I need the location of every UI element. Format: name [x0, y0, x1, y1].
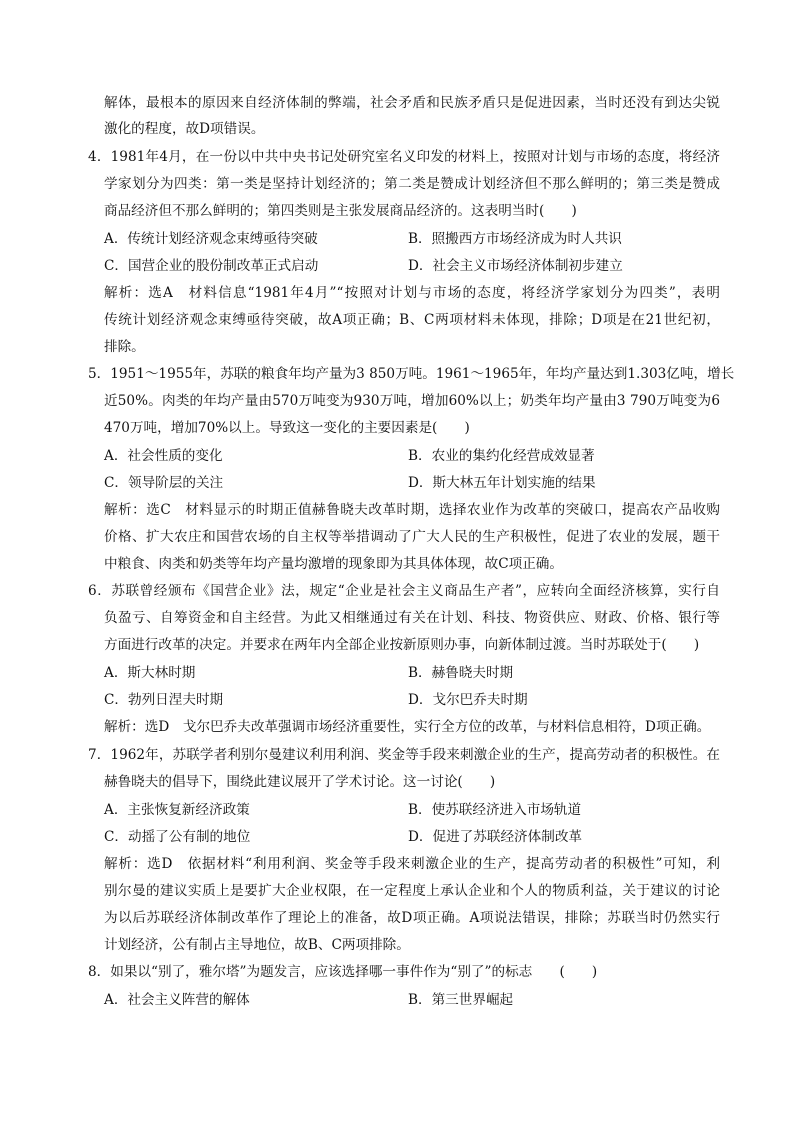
question-7-stem-line-1: 7．1962年，苏联学者利别尔曼建议利用利润、奖金等手段来刺激企业的生产，提高劳动者的积极性。在 — [88, 747, 720, 763]
question-7-stem-line-2: 赫鲁晓夫的倡导下，围绕此建议展开了学术讨论。这一讨论( ) — [104, 774, 496, 790]
question-4-option-a: A．传统计划经济观念束缚亟待突破 — [104, 231, 318, 247]
question-8-option-a: A．社会主义阵营的解体 — [104, 992, 250, 1008]
question-5-analysis-line-3: 中粮食、肉类和奶类等年均产量均激增的现象即为其具体体现，故C项正确。 — [104, 556, 563, 572]
question-4-stem-line-1: 4．1981年4月，在一份以中共中央书记处研究室名义印发的材料上，按照对计划与市场的态度，将经济 — [88, 149, 720, 165]
question-6-option-c: C．勃列日涅夫时期 — [104, 692, 224, 708]
question-4-option-b: B．照搬西方市场经济成为时人共识 — [408, 231, 622, 247]
prev-analysis-line-2: 激化的程度，故D项错误。 — [104, 121, 265, 137]
question-7-option-c: C．动摇了公有制的地位 — [104, 829, 251, 845]
question-5-stem-line-1: 5．1951～1955年，苏联的粮食年均产量为3 850万吨。1961～1965年，年均产量达到1.303亿吨，增长 — [88, 366, 735, 382]
question-4-analysis-line-3: 排除。 — [104, 339, 145, 355]
question-5-option-b: B．农业的集约化经营成效显著 — [408, 448, 595, 464]
question-7-analysis-line-1: 解析：选D 依据材料“利用利润、奖金等手段来刺激企业的生产，提高劳动者的积极性”可知，利 — [104, 856, 720, 872]
question-5-option-c: C．领导阶层的关注 — [104, 475, 224, 491]
question-4-analysis-line-1: 解析：选A 材料信息“1981年4月”“按照对计划与市场的态度，将经济学家划分为四类”，表明 — [104, 285, 720, 301]
question-5-analysis-line-2: 价格、扩大农庄和国营农场的自主权等举措调动了广大人民的生产积极性，促进了农业的发展，题干 — [104, 529, 720, 545]
question-6-stem-line-2: 负盈亏、自筹资金和自主经营。为此又相继通过有关在计划、科技、物资供应、财政、价格、银行等 — [104, 610, 720, 626]
question-4-stem-line-3: 商品经济但不那么鲜明的；第四类则是主张发展商品经济的。这表明当时( ) — [104, 203, 577, 219]
question-6-stem-line-1: 6．苏联曾经颁布《国营企业》法，规定“企业是社会主义商品生产者”，应转向全面经济核算，实行自 — [88, 583, 720, 599]
question-6-option-b: B．赫鲁晓夫时期 — [408, 665, 514, 681]
question-6-option-a: A．斯大林时期 — [104, 665, 196, 681]
prev-analysis-line-1: 解体，最根本的原因来自经济体制的弊端，社会矛盾和民族矛盾只是促进因素，当时还没有到达尖锐 — [104, 95, 720, 111]
question-5-option-a: A．社会性质的变化 — [104, 448, 223, 464]
question-6-analysis-line-1: 解析：选D 戈尔巴乔夫改革强调市场经济重要性，实行全方位的改革，与材料信息相符，D项正确。 — [104, 719, 711, 735]
question-7-option-a: A．主张恢复新经济政策 — [104, 802, 250, 818]
question-7-option-d: D．促进了苏联经济体制改革 — [408, 829, 583, 845]
question-4-analysis-line-2: 传统计划经济观念束缚亟待突破，故A项正确；B、C两项材料未体现，排除；D项是在21世纪初， — [104, 312, 720, 328]
question-4-stem-line-2: 学家划分为四类：第一类是坚持计划经济的；第二类是赞成计划经济但不那么鲜明的；第三类是赞成 — [104, 176, 720, 192]
question-5-option-d: D．斯大林五年计划实施的结果 — [408, 475, 596, 491]
question-7-analysis-line-2: 别尔曼的建议实质上是要扩大企业权限，在一定程度上承认企业和个人的物质利益，关于建议的讨论 — [104, 883, 720, 899]
question-4-option-d: D．社会主义市场经济体制初步建立 — [408, 258, 623, 274]
question-4-option-c: C．国营企业的股份制改革正式启动 — [104, 258, 319, 274]
question-7-analysis-line-3: 为以后苏联经济体制改革作了理论上的准备，故D项正确。A项说法错误，排除；苏联当时仍然实行 — [104, 910, 720, 926]
question-5-analysis-line-1: 解析：选C 材料显示的时期正值赫鲁晓夫改革时期，选择农业作为改革的突破口，提高农产品收购 — [104, 502, 720, 518]
question-5-stem-line-3: 470万吨，增加70%以上。导致这一变化的主要因素是( ) — [104, 420, 470, 436]
question-8-option-b: B．第三世界崛起 — [408, 992, 514, 1008]
question-7-analysis-line-4: 计划经济，公有制占主导地位，故B、C两项排除。 — [104, 937, 410, 953]
question-8-stem-line-1: 8．如果以“别了，雅尔塔”为题发言，应该选择哪一事件作为“别了”的标志 ( ) — [88, 964, 598, 980]
question-6-stem-line-3: 方面进行改革的决定。并要求在两年内全部企业按新原则办事，向新体制过渡。当时苏联处于( ) — [104, 637, 700, 653]
question-5-stem-line-2: 近50%。肉类的年均产量由570万吨变为930万吨，增加60%以上；奶类年均产量由3 790万吨变为6 — [104, 393, 720, 409]
question-6-option-d: D．戈尔巴乔夫时期 — [408, 692, 528, 708]
question-7-option-b: B．使苏联经济进入市场轨道 — [408, 802, 582, 818]
